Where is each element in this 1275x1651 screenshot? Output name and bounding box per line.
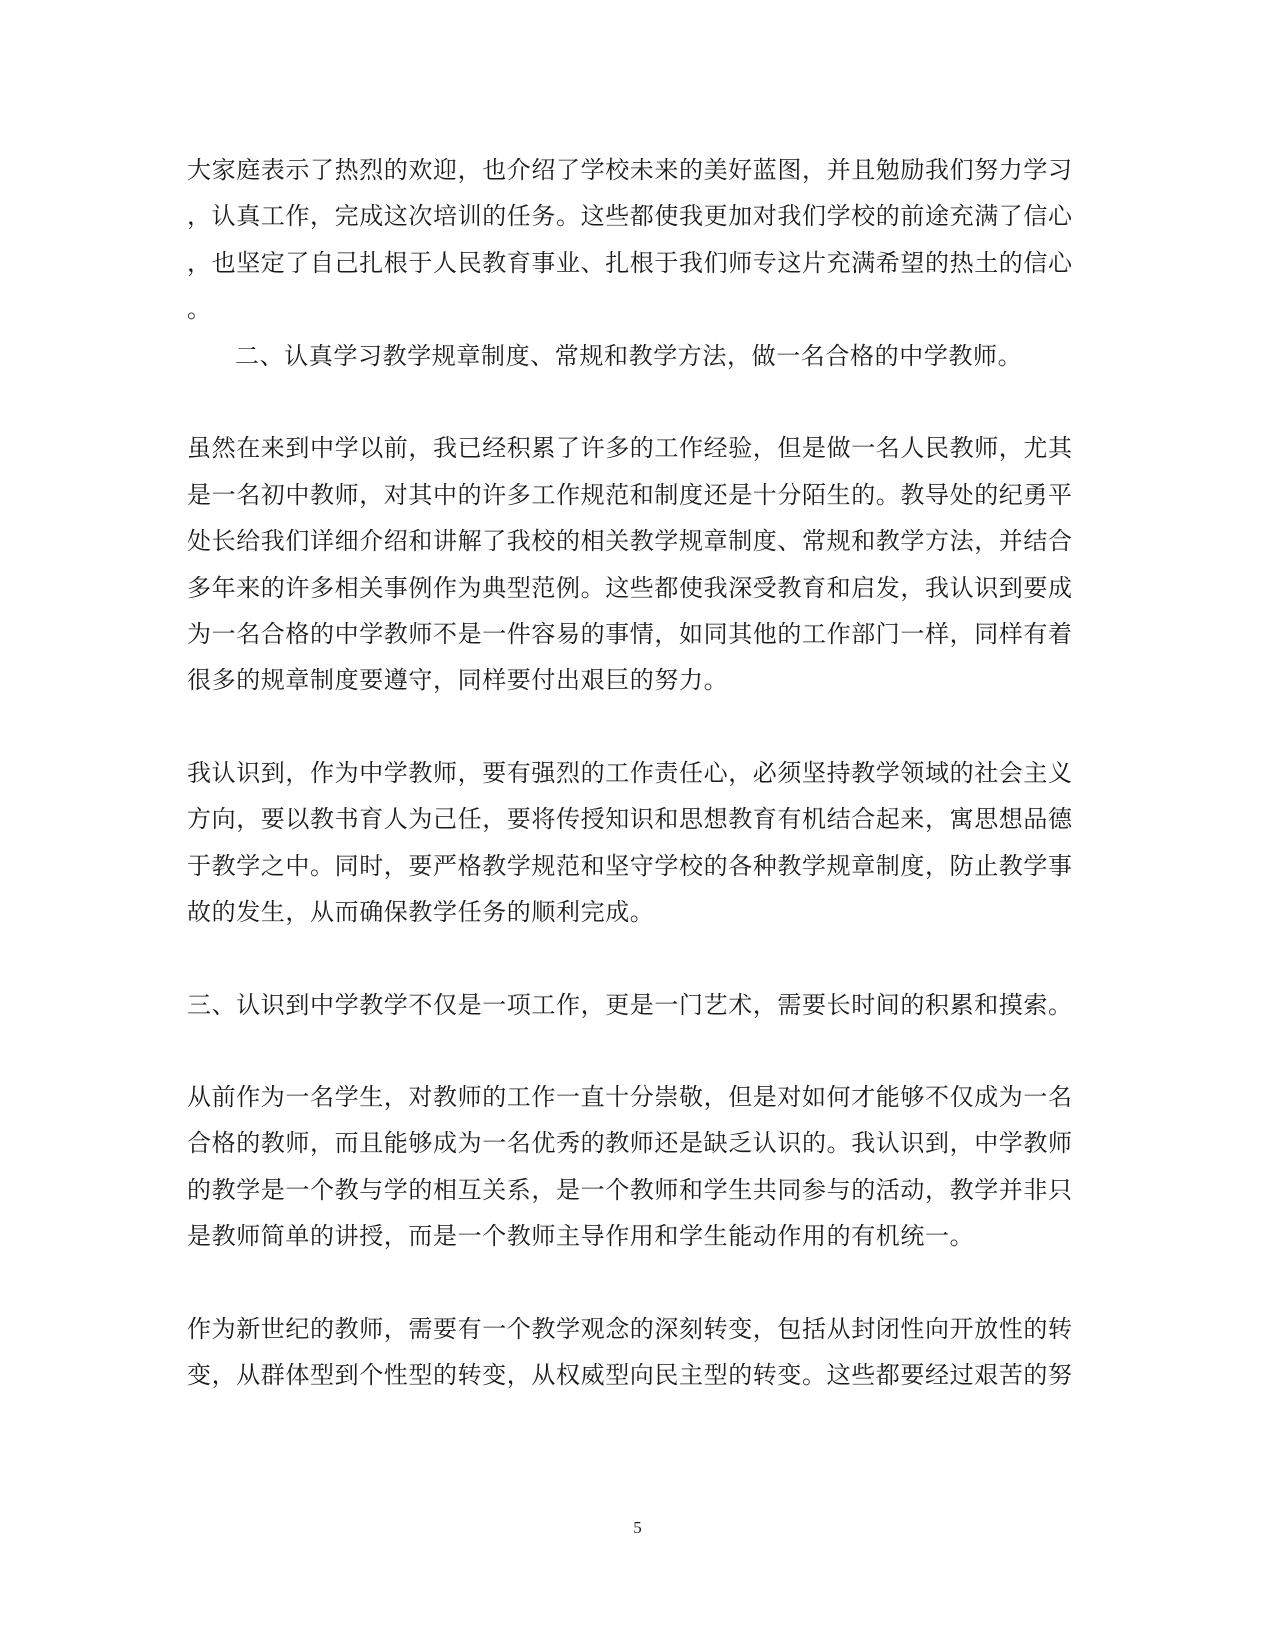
- text-line: 是教师简单的讲授，而是一个教师主导作用和学生能动作用的有机统一。: [187, 1222, 975, 1250]
- text-line: 我认识到，作为中学教师，要有强烈的工作责任心，必须坚持教学领域的社会主义: [187, 759, 1073, 787]
- text-line: 处长给我们详细介绍和讲解了我校的相关教学规章制度、常规和教学方法，并结合: [187, 527, 1073, 555]
- page-number: 5: [633, 1518, 642, 1537]
- text-line: 作为新世纪的教师，需要有一个教学观念的深刻转变，包括从封闭性向开放性的转: [187, 1315, 1073, 1343]
- text-line: 合格的教师，而且能够成为一名优秀的教师还是缺乏认识的。我认识到，中学教师: [187, 1129, 1073, 1157]
- text-line: 从前作为一名学生，对教师的工作一直十分崇敬，但是对如何才能够不仅成为一名: [187, 1083, 1073, 1111]
- text-line: 二、认真学习教学规章制度、常规和教学方法，做一名合格的中学教师。: [235, 342, 1023, 370]
- text-line: 大家庭表示了热烈的欢迎，也介绍了学校未来的美好蓝图，并且勉励我们努力学习: [187, 156, 1073, 184]
- text-line: 三、认识到中学教学不仅是一项工作，更是一门艺术，需要长时间的积累和摸索。: [187, 991, 1073, 1019]
- text-line: 于教学之中。同时，要严格教学规范和坚守学校的各种教学规章制度，防止教学事: [187, 852, 1073, 880]
- text-line: 虽然在来到中学以前，我已经积累了许多的工作经验，但是做一名人民教师，尤其: [187, 434, 1073, 462]
- text-line: 多年来的许多相关事例作为典型范例。这些都使我深受教育和启发，我认识到要成: [187, 574, 1073, 602]
- text-line: 的教学是一个教与学的相互关系，是一个教师和学生共同参与的活动，教学并非只: [187, 1176, 1073, 1204]
- text-line: 方向，要以教书育人为己任，要将传授知识和思想教育有机结合起来，寓思想品德: [187, 805, 1073, 833]
- text-line: 很多的规章制度要遵守，同样要付出艰巨的努力。: [187, 666, 729, 694]
- text-line: 是一名初中教师，对其中的许多工作规范和制度还是十分陌生的。教导处的纪勇平: [187, 481, 1073, 509]
- text-line: 变，从群体型到个性型的转变，从权威型向民主型的转变。这些都要经过艰苦的努: [187, 1361, 1073, 1389]
- text-line: 为一名合格的中学教师不是一件容易的事情，如同其他的工作部门一样，同样有着: [187, 620, 1073, 648]
- text-line: ，认真工作，完成这次培训的任务。这些都使我更加对我们学校的前途充满了信心: [187, 202, 1073, 230]
- text-line: 故的发生，从而确保教学任务的顺利完成。: [187, 898, 655, 926]
- text-line: ，也坚定了自己扎根于人民教育事业、扎根于我们师专这片充满希望的热土的信心: [187, 249, 1073, 277]
- text-line: 。: [187, 295, 212, 323]
